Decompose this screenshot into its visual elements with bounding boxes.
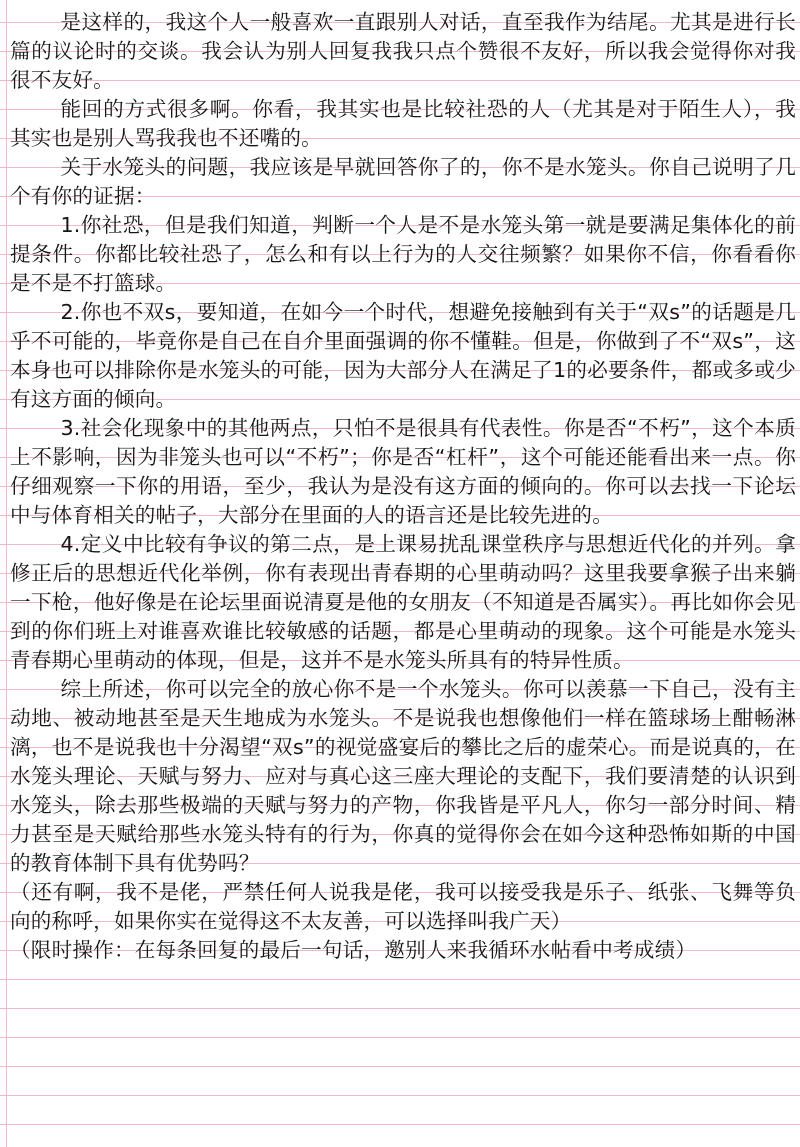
paragraph-3: 关于水笼头的问题，我应该是早就回答你了的，你不是水笼头。你自己说明了几个有你的证据： <box>10 155 796 208</box>
note-limited-time: （限时操作：在每条回复的最后一句话，邀别人来我循环水帖看中考成绩） <box>10 938 697 962</box>
paragraph-2: 能回的方式很多啊。你看，我其实也是比较社恐的人（尤其是对于陌生人），我其实也是别人骂我我也不还嘴的。 <box>10 97 796 150</box>
paragraph-conclusion: 综上所述，你可以完全的放心你不是一个水笼头。你可以羡慕一下自己，没有主动地、被动地甚至是天生地成为水笼头。不是说我也想像他们一样在篮球场上酣畅淋漓，也不是说我也十分渴望“双s”的视觉盛宴后的攀比之后的虚荣心。而是说真的，在水笼头理论、天赋与努力、应对与真心这三座大理论的支配下，我们要清楚的认识到水笼头，除去那些极端的天赋与努力的产物，你我皆是平凡人，你匀一部分时间、精力甚至是天赋给那些水笼头特有的行为，你真的觉得你会在如今这种恐怖如斯的中国的教育体制下具有优势吗？ <box>10 677 796 875</box>
note-naming: （还有啊，我不是佬，严禁任何人说我是佬，我可以接受我是乐子、纸张、飞舞等负向的称呼，如果你实在觉得这不太友善，可以选择叫我广天） <box>10 880 796 933</box>
paragraph-point-3: 3.社会化现象中的其他两点，只怕不是很具有代表性。你是否“不朽”，这个本质上不影响，因为非笼头也可以“不朽”；你是否“杠杆”，这个可能还能看出来一点。你仔细观察一下你的用语，至少，我认为是没有这方面的倾向的。你可以去找一下论坛中与体育相关的帖子，大部分在里面的人的语言还是比较先进的。 <box>10 416 796 527</box>
paragraph-1: 是这样的，我这个人一般喜欢一直跟别人对话，直至我作为结尾。尤其是进行长篇的议论时的交谈。我会认为别人回复我我只点个赞很不友好，所以我会觉得你对我很不友好。 <box>10 10 796 92</box>
document-body <box>10 8 796 965</box>
paragraph-point-2: 2.你也不双s，要知道，在如今一个时代，想避免接触到有关于“双s”的话题是几乎不可能的，毕竟你是自己在自介里面强调的你不懂鞋。但是，你做到了不“双s”，这本身也可以排除你是水笼头的可能，因为大部分人在满足了1的必要条件，都或多或少有这方面的倾向。 <box>10 300 796 411</box>
paragraph-point-1: 1.你社恐，但是我们知道，判断一个人是不是水笼头第一就是要满足集体化的前提条件。你都比较社恐了，怎么和有以上行为的人交往频繁？如果你不信，你看看你是不是不打篮球。 <box>10 213 796 295</box>
paragraph-point-4: 4.定义中比较有争议的第二点，是上课易扰乱课堂秩序与思想近代化的并列。拿修正后的思想近代化举例，你有表现出青春期的心里萌动吗？这里我要拿猴子出来躺一下枪，他好像是在论坛里面说清夏是他的女朋友（不知道是否属实）。再比如你会见到的你们班上对谁喜欢谁比较敏感的话题，都是心里萌动的现象。这个可能是水笼头青春期心里萌动的体现，但是，这并不是水笼头所具有的特异性质。 <box>10 532 796 672</box>
margin-line <box>6 0 7 1147</box>
